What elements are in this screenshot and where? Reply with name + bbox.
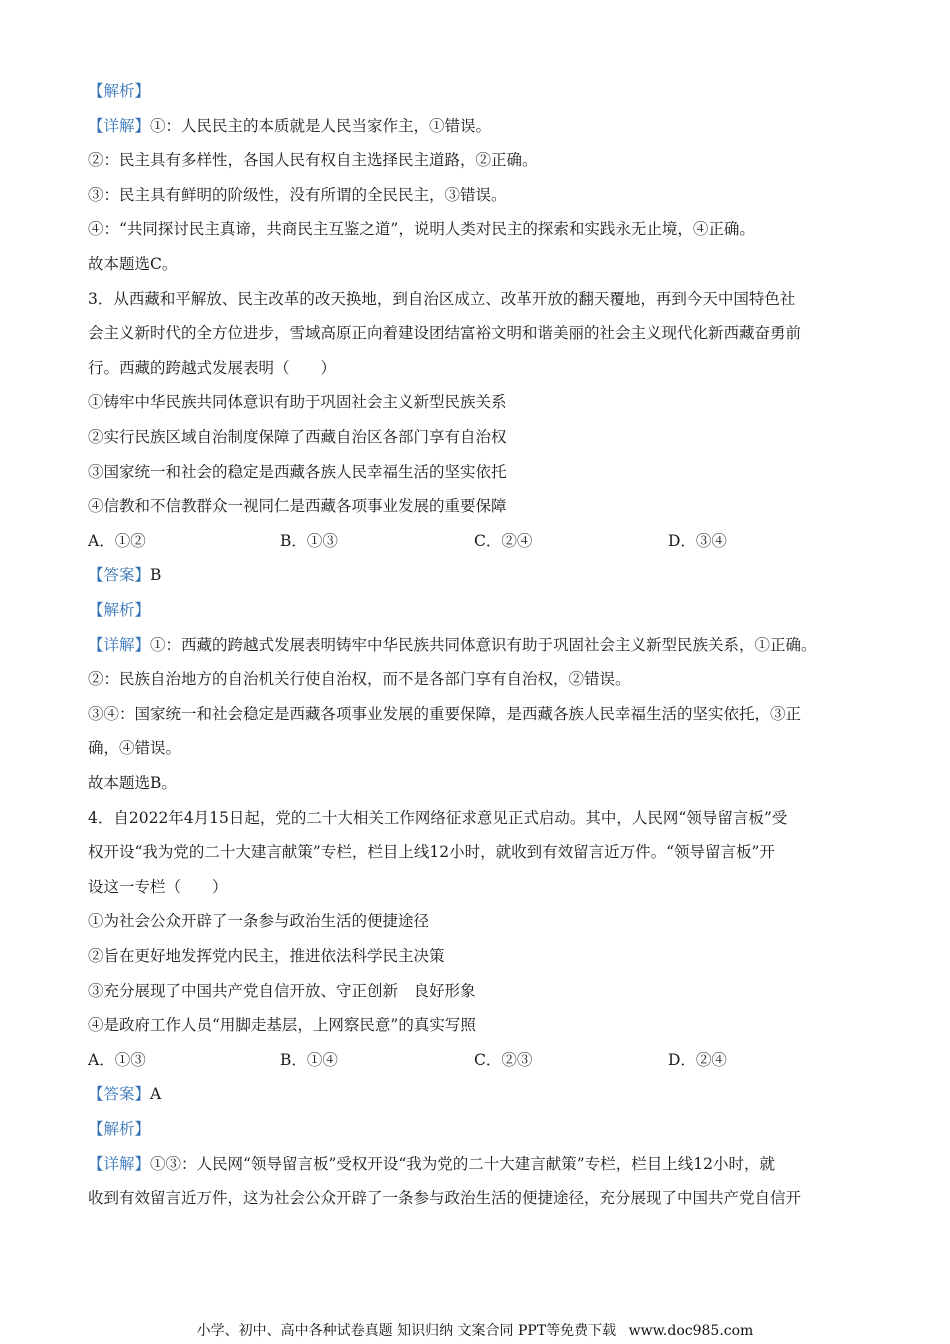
text-line [88,807,787,829]
text-line [88,634,817,656]
text-line [88,461,507,483]
section-tag: 【答案】 [88,1085,151,1104]
body-text: ③④：国家统一和社会稳定是西藏各项事业发展的重要保障，是西藏各族人民幸福生活的坚实依托，③正 [88,704,802,723]
text-line [88,357,336,379]
text-line [88,841,775,863]
text-line [88,218,755,240]
text-line [88,945,445,967]
section-tag: 【详解】 [88,1154,151,1173]
footer-site-link[interactable]: www.doc985.com [628,1323,754,1339]
section-tag: 【详解】 [88,116,151,135]
body-text: ②旨在更好地发挥党内民主，推进依法科学民主决策 [88,947,445,965]
body-text: ②：民主具有多样性，各国人民有权自主选择民主道路，②正确。 [88,151,538,170]
section-tag: 【解析】 [88,601,151,619]
text-line [88,737,181,759]
body-text: 行。西藏的跨越式发展表明（ ） [88,358,337,377]
body-text: ④：“共同探讨民主真谛，共商民主互鉴之道”，说明人类对民主的探索和实践永无止境，④正确。 [88,220,755,239]
text-line [88,322,801,344]
body-text: B [150,566,162,585]
option-a: A．①③ [88,1050,146,1069]
body-text: ①为社会公众开辟了一条参与政治生活的便捷途径 [88,912,430,931]
body-text: ③充分展现了中国共产党自信开放、守正创新 良好形象 [88,981,476,1000]
body-text: 设这一专栏（ ） [88,877,228,896]
text-line [88,668,631,690]
section-tag: 【详解】 [88,635,151,654]
section-tag: 【答案】 [88,566,151,585]
body-text: 会主义新时代的全方位进步，雪域高原正向着建设团结富裕文明和谐美丽的社会主义现代化新西藏奋勇前 [88,324,802,343]
body-text: 故本题选B。 [88,774,177,792]
body-text: ①：人民民主的本质就是人民当家作主，①错误。 [150,116,492,135]
option-d: D．③④ [668,531,727,550]
body-text: ④信教和不信教群众一视同仁是西藏各项事业发展的重要保障 [88,497,507,516]
option-c: C．②④ [474,531,533,550]
footer-text: 小学、初中、高中各种试卷真题 知识归纳 文案合同 PPT等免费下载 [196,1323,617,1339]
body-text: ③国家统一和社会的稳定是西藏各族人民幸福生活的坚实依托 [88,462,507,481]
text-line [88,288,795,310]
text-line [88,980,476,1002]
body-text: 4．自2022年4月15日起，党的二十大相关工作网络征求意见正式启动。其中，人民网“领导留言板”受 [88,808,788,827]
body-text: 收到有效留言近万件，这为社会公众开辟了一条参与政治生活的便捷途径，充分展现了中国共产党自信开 [88,1189,802,1208]
body-text: ③：民主具有鲜明的阶级性，没有所谓的全民民主，③错误。 [88,185,507,204]
body-text: ②：民族自治地方的自治机关行使自治权，而不是各部门享有自治权，②错误。 [88,670,631,689]
text-line [88,253,177,275]
body-text: 确，④错误。 [88,739,182,758]
text-line [88,1153,775,1175]
text-line [88,1083,161,1105]
section-tag: 【解析】 [88,1120,151,1138]
text-line [88,703,801,725]
text-line [88,115,491,137]
text-line [88,391,507,413]
text-line [88,184,507,206]
text-line [88,599,150,621]
text-line [88,80,150,102]
text-line [88,772,177,794]
body-text: ①③：人民网“领导留言板”受权开设“我为党的二十大建言献策”专栏，栏目上线12小时，就 [150,1154,775,1173]
option-b: B．①③ [280,531,338,550]
text-line [88,910,429,932]
body-text: A [150,1085,162,1104]
text-line [88,564,161,586]
body-text: 故本题选C。 [88,255,178,273]
text-line [88,1187,801,1209]
option-c: C．②③ [474,1050,533,1069]
page-footer [0,1322,950,1340]
body-text: ①：西藏的跨越式发展表明铸牢中华民族共同体意识有助于巩固社会主义新型民族关系，①正确。 [150,635,817,654]
body-text: 3．从西藏和平解放、民主改革的改天换地，到自治区成立、改革开放的翻天覆地，再到今天中国特色社 [88,289,796,308]
option-b: B．①④ [280,1050,338,1069]
text-line [88,1118,150,1140]
text-line [88,149,538,171]
text-line [88,426,507,448]
text-line [88,876,228,898]
body-text: ①铸牢中华民族共同体意识有助于巩固社会主义新型民族关系 [88,393,507,412]
text-line [88,495,507,517]
option-d: D．②④ [668,1050,727,1069]
text-line [88,1014,476,1036]
body-text: 权开设“我为党的二十大建言献策”专栏，栏目上线12小时，就收到有效留言近万件。“领导留言板”开 [88,843,775,862]
option-a: A．①② [88,531,146,550]
body-text: ②实行民族区域自治制度保障了西藏自治区各部门享有自治权 [88,428,507,446]
body-text: ④是政府工作人员“用脚走基层，上网察民意”的真实写照 [88,1016,476,1035]
section-tag: 【解析】 [88,82,151,100]
